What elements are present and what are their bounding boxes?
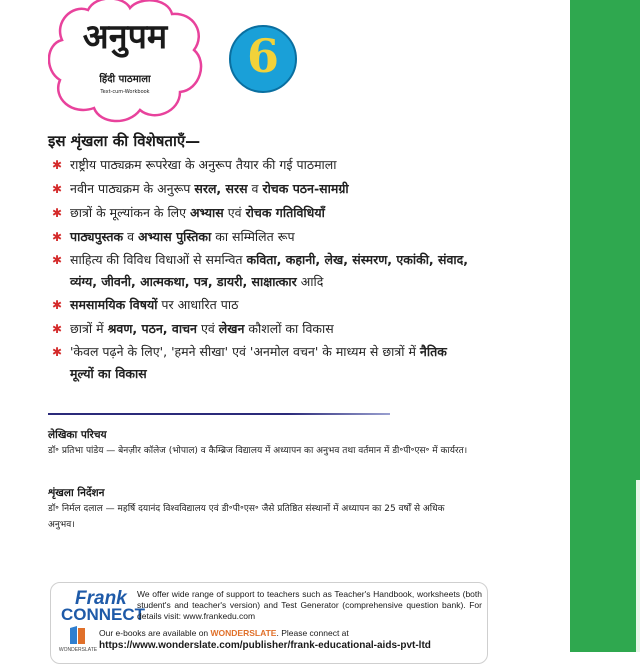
star-bullet-icon: ✱ — [52, 298, 63, 312]
ebook-text: Our e-books are available on WONDERSLATE. Please connect at — [99, 628, 349, 638]
logo-tagline: Text-cum-Workbook — [100, 89, 150, 95]
star-bullet-icon: ✱ — [52, 230, 63, 244]
wonderslate-logo — [57, 625, 99, 661]
author-text: डॉ॰ प्रतिभा पांडेय — बेनज़ीर कॉलेज (भोपाल) व कैम्ब्रिज विद्यालय में अध्यापन का अनुभव तथा वर्तमान में डी॰पी॰एस॰ में कार्यरत। — [48, 446, 468, 456]
series-guide-text: डॉ॰ निर्मल दलाल — महर्षि दयानंद विश्वविद्यालय एवं डी॰पी॰एस॰ जैसे प्रतिष्ठित संस्थानों में अध्यापन का 25 वर्षों से अधिक अनुभव। — [48, 504, 445, 530]
star-bullet-icon: ✱ — [52, 322, 63, 336]
logo-subtitle: हिंदी पाठमाला — [99, 74, 151, 85]
star-bullet-icon: ✱ — [52, 253, 63, 267]
logo-title: अनुपम — [82, 17, 168, 57]
ebook-url-link[interactable]: https://www.wonderslate.com/publisher/frank-educational-aids-pvt-ltd — [99, 640, 431, 651]
star-bullet-icon: ✱ — [52, 182, 63, 196]
feature-item: ✱ समसामयिक विषयों पर आधारित पाठ — [52, 293, 472, 317]
star-bullet-icon: ✱ — [52, 345, 63, 359]
star-bullet-icon: ✱ — [52, 206, 63, 220]
wonderslate-brand: WONDERSLATE — [210, 628, 277, 638]
feature-item: ✱ साहित्य की विविध विधाओं से समन्वित कविता, कहानी, लेख, संस्मरण, एकांकी, संवाद, व्यंग्य, जीवनी, आत्मकथा, पत्र, डायरी, साक्षात्कार आदि — [52, 249, 472, 293]
frank-connect-logo — [57, 588, 146, 625]
feature-item: ✱ राष्ट्रीय पाठ्यक्रम रूपरेखा के अनुरूप तैयार की गई पाठमाला — [52, 153, 472, 177]
wonderslate-book-icon — [57, 625, 99, 647]
feature-item: ✱ नवीन पाठ्यक्रम के अनुरूप सरल, सरस व रोचक पठन-सामग्री — [52, 177, 472, 201]
connect-logo-word: CONNECT — [61, 605, 146, 624]
feature-item: ✱ छात्रों में श्रवण, पठन, वाचन एवं लेखन कौशलों का विकास — [52, 317, 472, 341]
grade-number: 6 — [246, 29, 279, 83]
green-side-strip — [570, 0, 640, 652]
features-heading: इस शृंखला की विशेषताएँ— — [48, 132, 201, 150]
frank-logo-word: Frank — [75, 588, 127, 609]
author-heading: लेखिका परिचय — [48, 429, 107, 441]
support-text: We offer wide range of support to teachers such as Teacher's Handbook, worksheets (both student's and teacher's version) and Test Generator (comprehensive question bank). For details visit: www.frankedu.com — [137, 589, 482, 621]
strip-edge — [636, 480, 640, 652]
star-bullet-icon: ✱ — [52, 158, 63, 172]
section-divider — [48, 413, 390, 415]
feature-item: ✱ पाठ्यपुस्तक व अभ्यास पुस्तिका का सम्मिलित रूप — [52, 225, 472, 249]
wonderslate-label: WONDERSLATE — [58, 647, 98, 653]
series-guide-heading: शृंखला निर्देशन — [48, 487, 105, 499]
feature-item: ✱ 'केवल पढ़ने के लिए', 'हमने सीखा' एवं 'अनमोल वचन' के माध्यम से छात्रों में नैतिक मूल्यों का विकास — [52, 341, 472, 385]
feature-item: ✱ छात्रों के मूल्यांकन के लिए अभ्यास एवं रोचक गतिविधियाँ — [52, 201, 472, 225]
features-list — [52, 153, 472, 385]
grade-badge — [229, 25, 297, 93]
